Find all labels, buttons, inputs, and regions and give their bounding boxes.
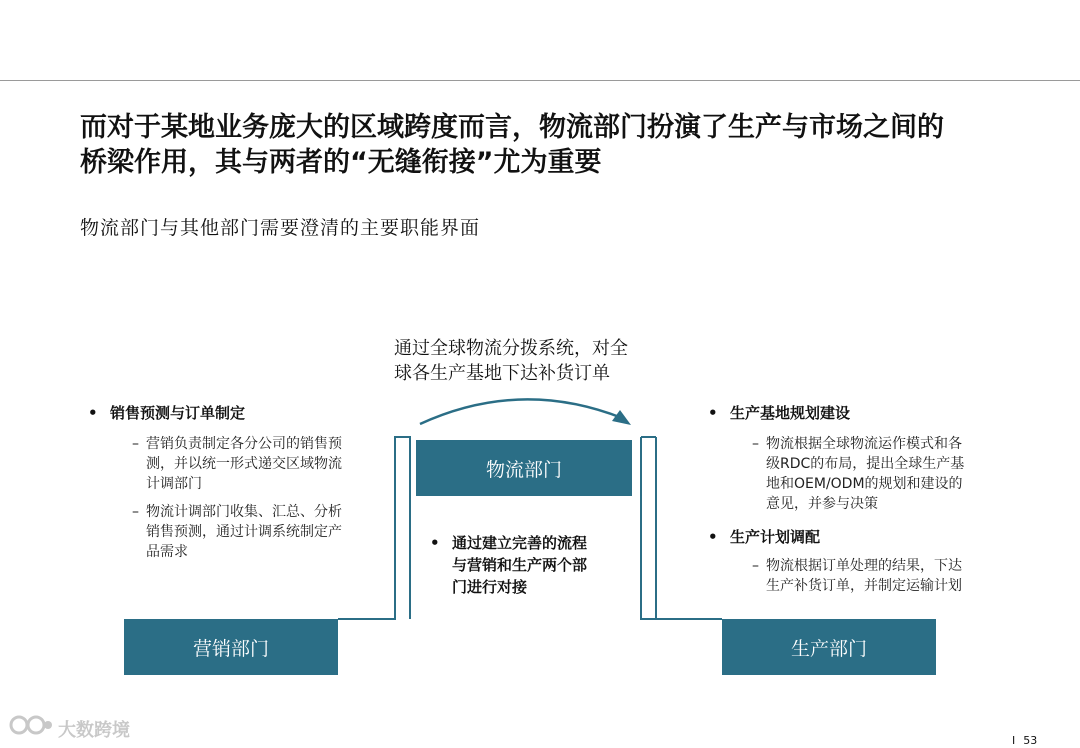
left-sub-item-1-line: 测，并以统一形式递交区域物流 xyxy=(146,456,342,472)
left-bracket-connector xyxy=(338,437,410,619)
watermark-text: 大数跨境 xyxy=(58,720,130,741)
left-sub-item-2-line: 品需求 xyxy=(146,544,188,560)
watermark xyxy=(8,714,130,742)
dash-icon: – xyxy=(752,558,759,574)
left-sub-item-1-line: 计调部门 xyxy=(146,476,202,492)
left-sub-item-2-line: 销售预测，通过计调系统制定产 xyxy=(146,524,342,540)
production-department-label: 生产部门 xyxy=(790,637,867,660)
marketing-department-box xyxy=(124,619,338,675)
left-bullet-title xyxy=(88,402,245,423)
right-sub-item-1-line: 级RDC的布局，提出全球生产基 xyxy=(766,456,965,472)
right-sub-item-2 xyxy=(752,556,962,596)
right-sub-item-2-line: 物流根据订单处理的结果，下达 xyxy=(766,558,962,574)
page-title-line-1: 而对于某地业务庞大的区域跨度而言，物流部门扮演了生产与市场之间的 xyxy=(80,112,944,143)
bullet-icon: • xyxy=(88,404,98,422)
right-bullet-1-text: 生产基地规划建设 xyxy=(730,404,851,422)
bullet-icon: • xyxy=(708,528,718,546)
production-department-box xyxy=(722,619,936,675)
curved-arrow xyxy=(420,399,622,424)
page-title-line-2: 桥梁作用，其与两者的“无缝衔接”尤为重要 xyxy=(80,147,602,178)
marketing-department-label: 营销部门 xyxy=(192,637,269,660)
center-bullet xyxy=(430,532,587,598)
right-bullet-2-text: 生产计划调配 xyxy=(730,528,821,546)
left-sub-item-1 xyxy=(132,434,342,494)
page-subtitle: 物流部门与其他部门需要澄清的主要职能界面 xyxy=(80,217,481,239)
right-bullet-title-1 xyxy=(708,402,850,423)
center-bullet-line: 与营销和生产两个部 xyxy=(452,556,588,574)
right-sub-item-1-line: 意见，并参与决策 xyxy=(766,496,878,512)
page-separator: I xyxy=(1012,734,1016,747)
left-bullet-text: 销售预测与订单制定 xyxy=(110,404,246,422)
dash-icon: – xyxy=(132,504,139,520)
center-bullet-line: 门进行对接 xyxy=(452,578,528,596)
dash-icon: – xyxy=(132,436,139,452)
left-sub-item-2-line: 物流计调部门收集、汇总、分析 xyxy=(146,504,342,520)
right-sub-item-1 xyxy=(752,434,965,514)
dash-icon: – xyxy=(752,436,759,452)
arrow-caption-line-2: 球各生产基地下达补货订单 xyxy=(394,363,610,384)
right-bullet-title-2 xyxy=(708,526,820,547)
page-number-value: 53 xyxy=(1023,734,1038,747)
right-sub-item-1-line: 物流根据全球物流运作模式和各 xyxy=(766,436,962,452)
arrow-caption-line-1: 通过全球物流分拨系统，对全 xyxy=(394,338,628,359)
bullet-icon: • xyxy=(708,404,718,422)
page-number xyxy=(1012,734,1037,747)
logistics-department-label: 物流部门 xyxy=(485,458,562,481)
logistics-department-box xyxy=(416,440,632,496)
arrow-caption xyxy=(394,336,684,386)
arrow-head-icon xyxy=(612,410,631,425)
left-sub-item-1-line: 营销负责制定各分公司的销售预 xyxy=(146,436,342,452)
bullet-icon: • xyxy=(430,534,440,552)
left-sub-item-2 xyxy=(132,502,342,562)
watermark-logo-icon xyxy=(8,714,54,741)
right-sub-item-2-line: 生产补货订单，并制定运输计划 xyxy=(766,578,962,594)
right-sub-item-1-line: 地和OEM/ODM的规划和建设的 xyxy=(766,476,963,492)
center-bullet-line: 通过建立完善的流程 xyxy=(452,534,588,552)
